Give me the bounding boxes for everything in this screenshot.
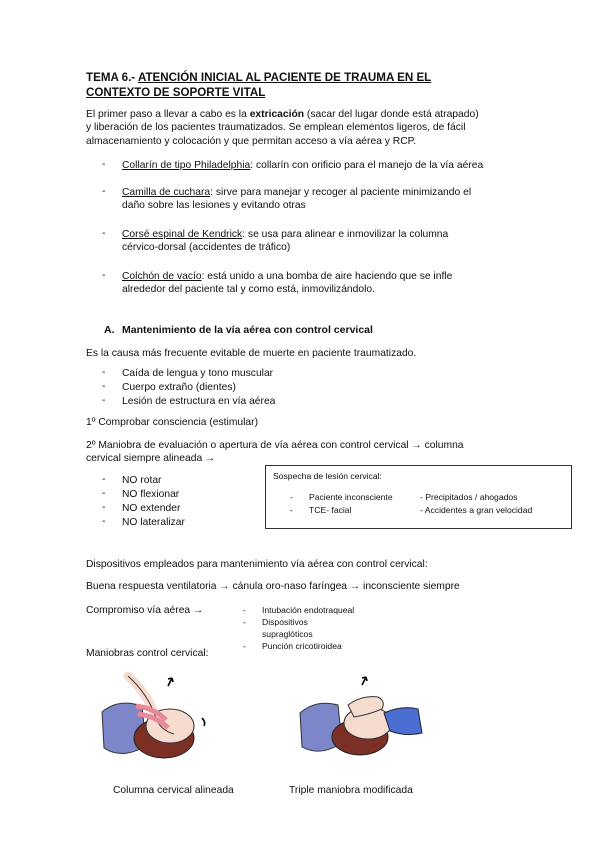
device-desc: : está unido a una bomba de aire haciendo que se infle — [201, 271, 453, 282]
step-2-line-2: cervical siempre alineada → — [86, 453, 216, 465]
intro-text: (sacar del lugar donde está atrapado) — [304, 109, 479, 120]
device-desc: : collarín con orificio para el manejo de la vía aérea — [250, 160, 484, 171]
list-item: NO rotar — [122, 475, 162, 486]
bullet-dash: - — [102, 270, 106, 281]
list-item: Dispositivos — [262, 617, 308, 627]
bullet-dash: - — [102, 159, 106, 170]
list-item: Punción cricotiroidea — [262, 641, 342, 651]
glove-shape — [384, 708, 422, 735]
bullet-dash: - — [102, 488, 106, 499]
intro-line-3: almacenamiento y colocación y que permitan acceso a vía aérea y RCP. — [86, 135, 417, 147]
bullet-dash: - — [243, 605, 246, 615]
aligned-column-illustration — [98, 668, 218, 770]
device-term: Camilla de cuchara — [122, 187, 211, 198]
device-term: Corsé espinal de Kendrick — [122, 229, 243, 240]
arrow-up-icon — [168, 678, 173, 686]
device-term: Colchón de vacío — [122, 271, 202, 282]
arrow-up-icon — [362, 677, 367, 685]
caption-triple-maneuver: Triple maniobra modificada — [289, 785, 413, 796]
suspicion-item: TCE- facial — [309, 505, 352, 515]
title-line-2: CONTEXTO DE SOPORTE VITAL — [86, 86, 266, 99]
device-term: Collarín de tipo Philadelphia — [122, 160, 251, 171]
bullet-dash: - — [102, 186, 106, 197]
step-2-line-1: 2º Maniobra de evaluación o apertura de vía aérea con control cervical → columna — [86, 440, 464, 451]
list-item: NO flexionar — [122, 489, 180, 500]
bullet-dash: - — [102, 381, 106, 392]
bullet-dash: - — [102, 516, 106, 527]
intro-text: El primer paso a llevar a cabo es la — [86, 109, 250, 120]
compromise-label: Compromiso vía aérea → — [86, 605, 204, 616]
step-1: 1º Comprobar consciencia (estimular) — [86, 417, 259, 428]
list-item: Lesión de estructura en vía aérea — [122, 396, 276, 407]
bullet-dash: - — [102, 228, 106, 239]
list-item — [122, 228, 522, 255]
suspicion-title: Sospecha de lesión cervical: — [273, 471, 382, 481]
section-a-heading — [104, 324, 373, 336]
device-desc-cont: cérvico-dorsal (accidentes de tráfico) — [122, 242, 291, 254]
section-letter: A. — [104, 324, 115, 336]
curved-arrow-icon — [202, 718, 205, 726]
step-2 — [86, 439, 536, 466]
triple-maneuver-illustration — [298, 675, 428, 770]
intro-paragraph — [86, 108, 526, 148]
list-item: supraglóticos — [262, 629, 313, 639]
title-prefix: TEMA 6.- — [86, 71, 138, 84]
list-item — [122, 270, 522, 297]
list-item: NO extender — [122, 503, 181, 514]
bullet-dash: - — [102, 367, 106, 378]
devices-cervical-text: Dispositivos empleados para mantenimiento vía aérea con control cervical: — [86, 559, 428, 570]
section-title: Mantenimiento de la vía aérea con control cervical — [122, 324, 373, 336]
suspicion-item: Paciente inconsciente — [309, 492, 393, 502]
bullet-dash: - — [290, 505, 293, 515]
bullet-dash: - — [102, 474, 106, 485]
suspicion-box — [265, 465, 572, 529]
bullet-dash: - — [102, 395, 106, 406]
intro-line-2: y liberación de los pacientes traumatizados. Se emplean elementos ligeros, de fácil — [86, 122, 466, 134]
ventilation-text: Buena respuesta ventilatoria → cánula oro-naso faríngea → inconsciente siempre — [86, 581, 460, 592]
list-item: Caída de lengua y tono muscular — [122, 368, 274, 379]
bullet-dash: - — [243, 617, 246, 627]
suspicion-item: - Precipitados / ahogados — [420, 492, 518, 502]
bullet-dash: - — [102, 502, 106, 513]
list-item: Cuerpo extraño (dientes) — [122, 382, 236, 393]
device-desc: : sirve para manejar y recoger al paciente minimizando el — [210, 187, 472, 198]
device-desc: : se usa para alinear e inmovilizar la columna — [242, 229, 449, 240]
device-desc-cont: daño sobre las lesiones y evitando otras — [122, 200, 306, 212]
list-item: NO lateralizar — [122, 517, 185, 528]
bullet-dash: - — [243, 641, 246, 651]
bullet-dash: - — [290, 492, 293, 502]
list-item — [122, 186, 522, 213]
intro-bold-term: extricación — [249, 109, 305, 120]
page-title — [86, 70, 526, 100]
maneuvers-label: Maniobras control cervical: — [86, 648, 209, 659]
cause-text: Es la causa más frecuente evitable de muerte en paciente traumatizado. — [86, 348, 417, 359]
title-line-1: ATENCIÓN INICIAL AL PACIENTE DE TRAUMA EN EL — [137, 71, 432, 84]
suspicion-item: - Accidentes a gran velocidad — [420, 505, 533, 515]
list-item — [122, 159, 522, 172]
device-desc-cont: alrededor del paciente tal y como está, inmovilizándolo. — [122, 284, 375, 296]
caption-aligned-column: Columna cervical alineada — [113, 785, 234, 796]
list-item: Intubación endotraqueal — [262, 605, 355, 615]
